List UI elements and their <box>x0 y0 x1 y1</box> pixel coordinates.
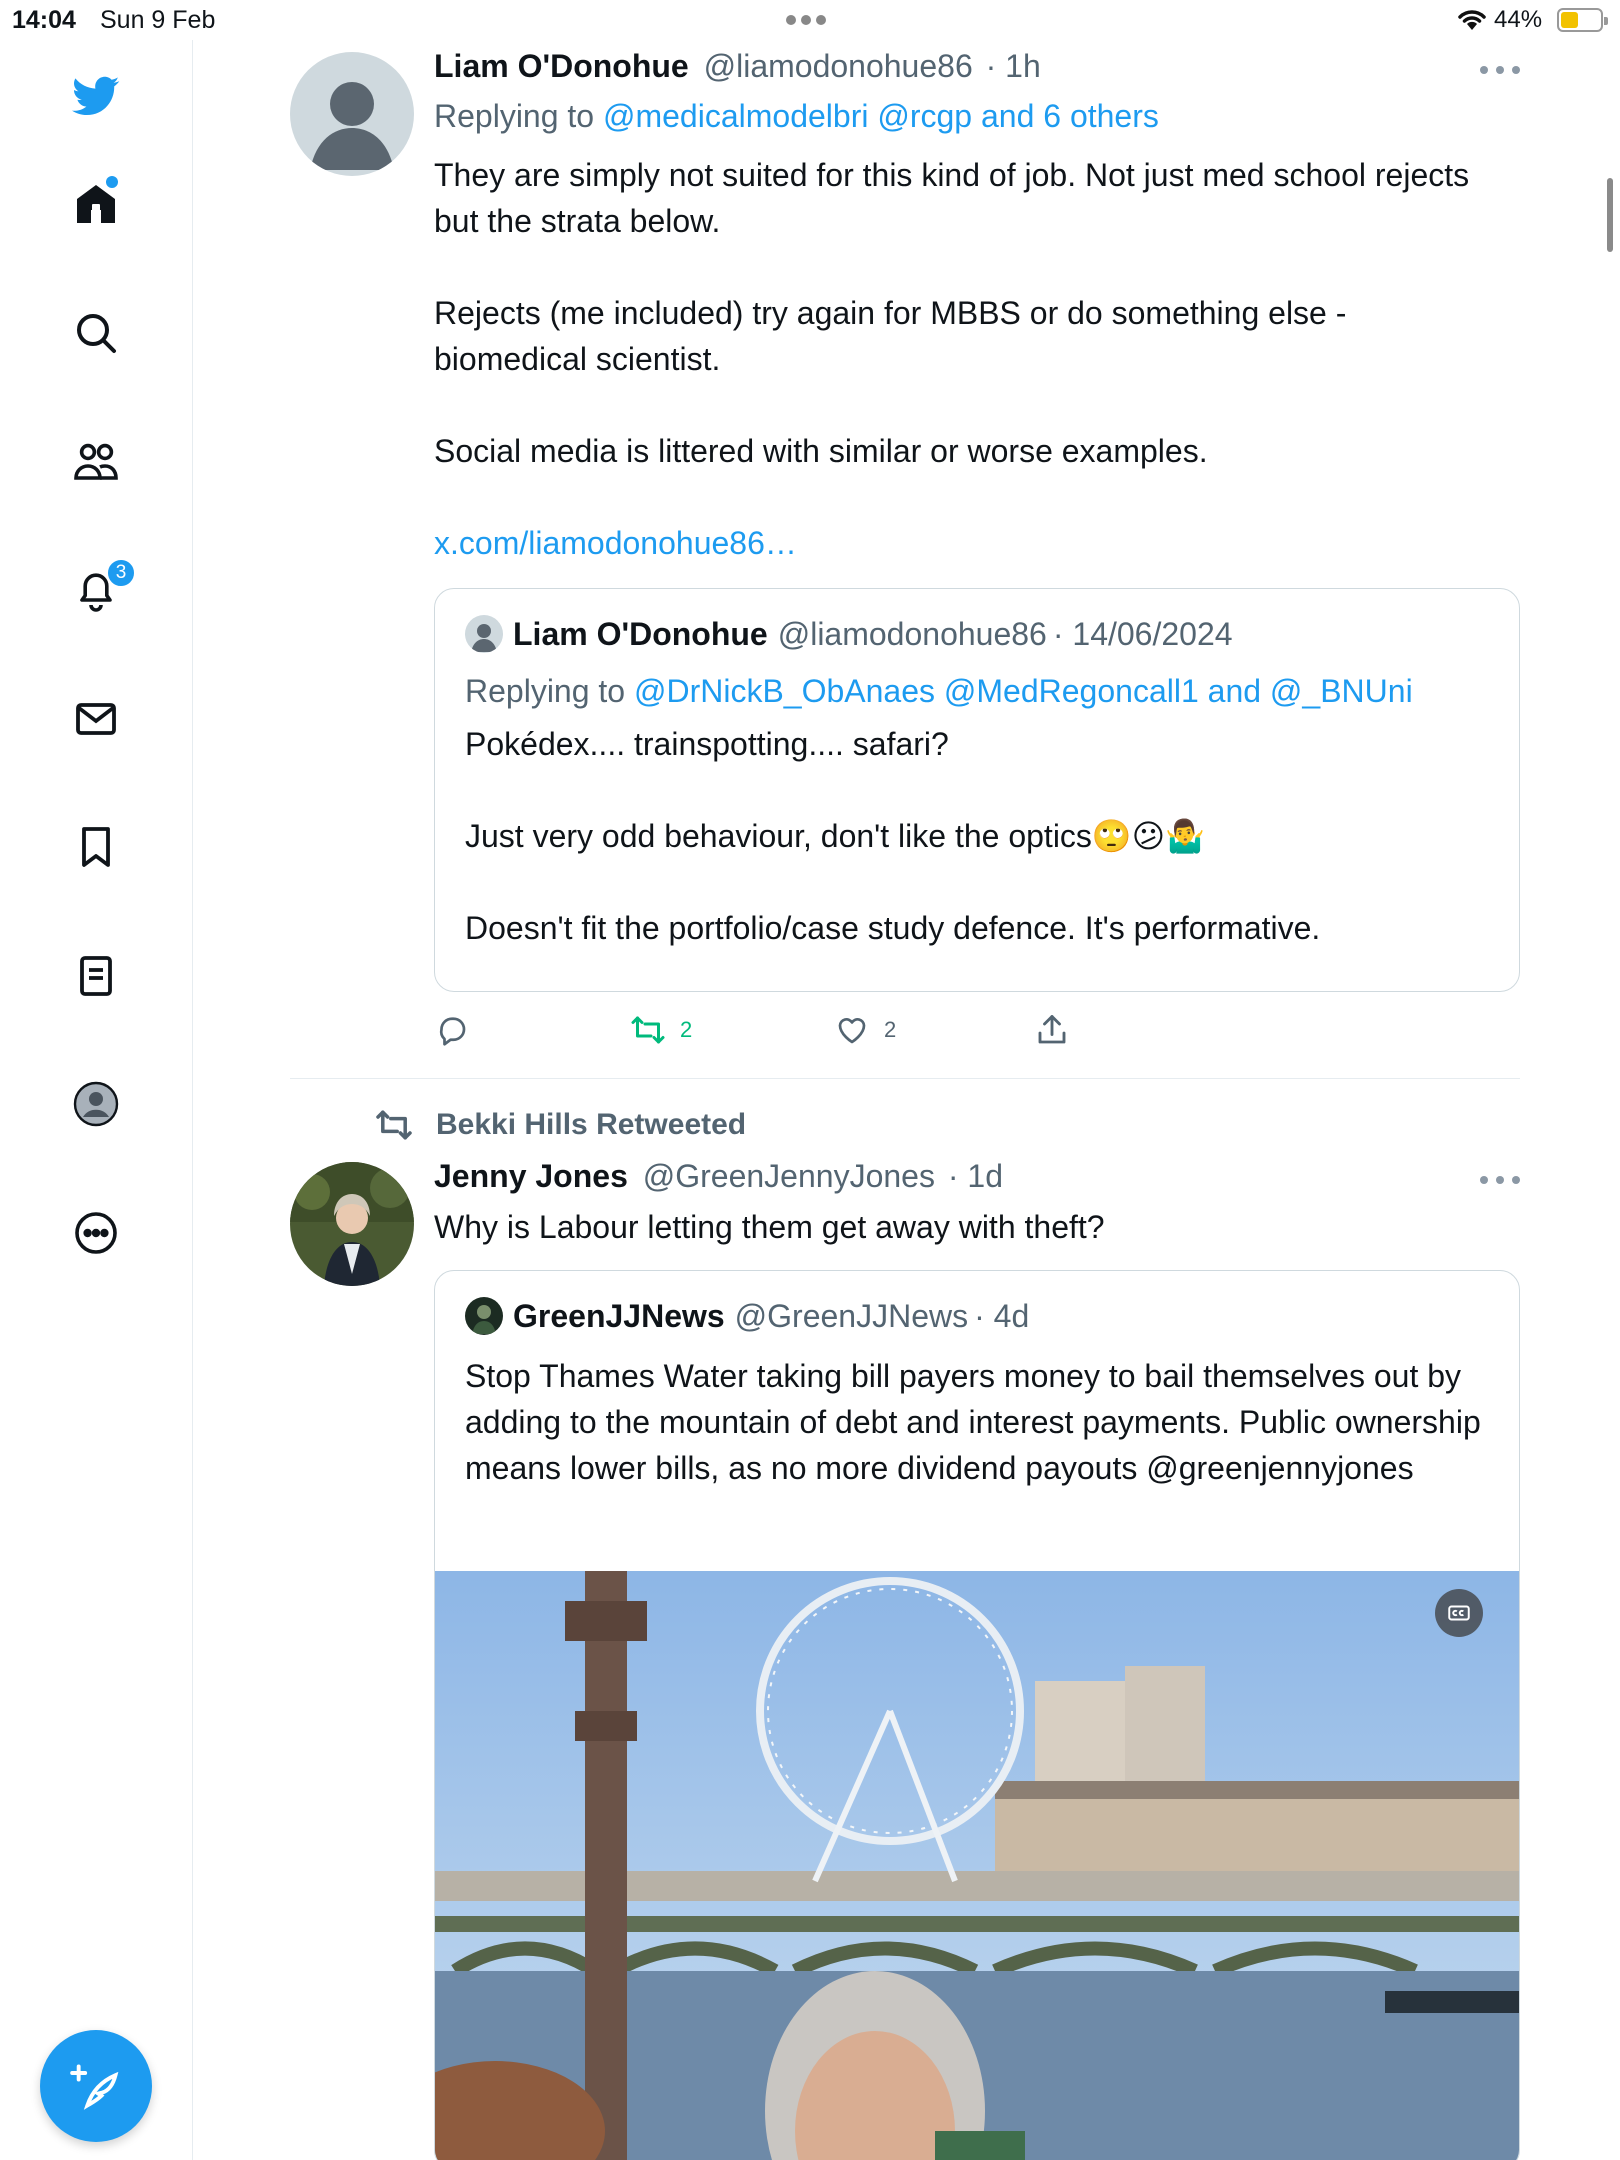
quoted-tweet[interactable] <box>434 1270 1520 2160</box>
notifications-icon[interactable] <box>68 562 127 618</box>
retweet-button[interactable] <box>630 1012 834 1048</box>
tweet-paragraph: Social media is littered with similar or worse examples. <box>434 433 1208 469</box>
replying-to-users[interactable]: @medicalmodelbri @rcgp and 6 others <box>602 98 1159 134</box>
compose-tweet-button[interactable] <box>40 2030 152 2142</box>
share-button[interactable] <box>1034 1012 1084 1048</box>
quote-paragraph: Stop Thames Water taking bill payers money to bail themselves out by adding to the mountain of debt and interest payments. Public ownership means lower bills, as no more dividend payouts @greenjennyjones <box>465 1358 1481 1486</box>
quote-author-handle: @liamodonohue86 <box>777 615 1047 652</box>
replying-prefix: Replying to <box>434 98 595 134</box>
status-bar <box>0 0 1620 40</box>
quote-avatar <box>465 1297 503 1335</box>
tweet-link[interactable]: x.com/liamodonohue86… <box>434 525 797 561</box>
author-handle[interactable]: @liamodonohue86 <box>703 48 973 84</box>
tweet-liam[interactable] <box>290 48 1520 1082</box>
retweet-icon <box>630 1012 666 1048</box>
bookmarks-icon[interactable] <box>68 819 124 875</box>
tweet-time: · 1h <box>985 48 1041 84</box>
quote-author-name: Liam O'Donohue <box>513 615 768 652</box>
replying-to-users[interactable]: @DrNickB_ObAnaes @MedRegoncall1 and @_BNUni <box>633 673 1413 709</box>
quote-replying-to <box>465 673 1413 710</box>
home-unread-dot <box>106 176 118 188</box>
more-options-icon[interactable] <box>1480 64 1520 76</box>
retweeted-by[interactable] <box>374 1108 746 1142</box>
multitasking-dots-icon[interactable] <box>786 12 834 26</box>
quote-body <box>465 721 1495 951</box>
author-handle[interactable]: @GreenJennyJones <box>642 1158 935 1194</box>
tweet-paragraph: Why is Labour letting them get away with theft? <box>434 1209 1105 1245</box>
tweet-header <box>434 1158 1003 1195</box>
quote-header <box>465 615 1233 653</box>
wifi-icon <box>1456 6 1488 32</box>
like-button[interactable] <box>834 1012 1034 1048</box>
battery-icon <box>1557 8 1603 32</box>
tweet-jenny[interactable] <box>290 1158 1520 2160</box>
divider <box>290 1078 1520 1079</box>
like-count: 2 <box>884 1017 897 1042</box>
replying-prefix: Replying to <box>465 673 626 709</box>
search-icon[interactable] <box>68 305 124 361</box>
closed-captions-icon[interactable] <box>1435 1589 1483 1637</box>
quote-header <box>465 1297 1029 1335</box>
retweet-icon <box>374 1109 414 1141</box>
more-icon[interactable] <box>68 1205 124 1261</box>
communities-icon[interactable] <box>68 434 124 490</box>
tweet-actions <box>434 1010 1084 1050</box>
quote-time: · 14/06/2024 <box>1052 615 1233 652</box>
sidebar <box>0 40 193 2160</box>
quote-body <box>465 1353 1495 1491</box>
tweet-paragraph: Rejects (me included) try again for MBBS or do something else - biomedical scientist. <box>434 295 1347 377</box>
share-icon <box>1034 1012 1070 1048</box>
reply-icon <box>434 1012 470 1048</box>
quote-author-name: GreenJJNews <box>513 1297 725 1334</box>
replying-to <box>434 98 1159 135</box>
avatar[interactable] <box>290 1162 414 1286</box>
retweet-count: 2 <box>680 1017 693 1042</box>
quote-paragraph: Just very odd behaviour, don't like the optics🙄😕🤷‍♂️ <box>465 818 1205 854</box>
video-player[interactable] <box>435 1571 1520 2160</box>
author-name[interactable]: Jenny Jones <box>434 1158 628 1194</box>
tweet-body <box>434 152 1494 566</box>
more-options-icon[interactable] <box>1480 1174 1520 1186</box>
status-date: Sun 9 Feb <box>100 6 216 34</box>
tweet-paragraph: They are simply not suited for this kind of job. Not just med school rejects but the strata below. <box>434 157 1470 239</box>
tweet-header <box>434 48 1041 85</box>
quote-author-handle: @GreenJJNews <box>734 1297 969 1334</box>
notifications-badge: 3 <box>106 558 136 588</box>
lists-icon[interactable] <box>68 948 124 1004</box>
profile-icon[interactable] <box>68 1076 124 1132</box>
video-thumbnail <box>435 1571 1520 2160</box>
quote-paragraph: Doesn't fit the portfolio/case study defence. It's performative. <box>465 910 1321 946</box>
battery-percent: 44% <box>1494 6 1543 33</box>
scrollbar[interactable] <box>1607 178 1613 252</box>
messages-icon[interactable] <box>68 691 124 747</box>
retweeted-by-label: Bekki Hills Retweeted <box>436 1108 747 1141</box>
author-name[interactable]: Liam O'Donohue <box>434 48 689 84</box>
heart-icon <box>834 1012 870 1048</box>
status-time: 14:04 <box>12 6 76 34</box>
quote-avatar <box>465 615 503 653</box>
avatar[interactable] <box>290 52 414 176</box>
battery-level <box>1561 12 1578 28</box>
tweet-body <box>434 1204 1494 1250</box>
reply-button[interactable] <box>434 1012 630 1048</box>
home-icon[interactable] <box>68 176 124 232</box>
quote-time: · 4d <box>974 1297 1030 1334</box>
quote-paragraph: Pokédex.... trainspotting.... safari? <box>465 726 949 762</box>
quoted-tweet[interactable] <box>434 588 1520 992</box>
tweet-time: · 1d <box>947 1158 1003 1194</box>
twitter-logo-icon[interactable] <box>68 68 124 124</box>
compose-tweet-icon <box>70 2060 122 2112</box>
